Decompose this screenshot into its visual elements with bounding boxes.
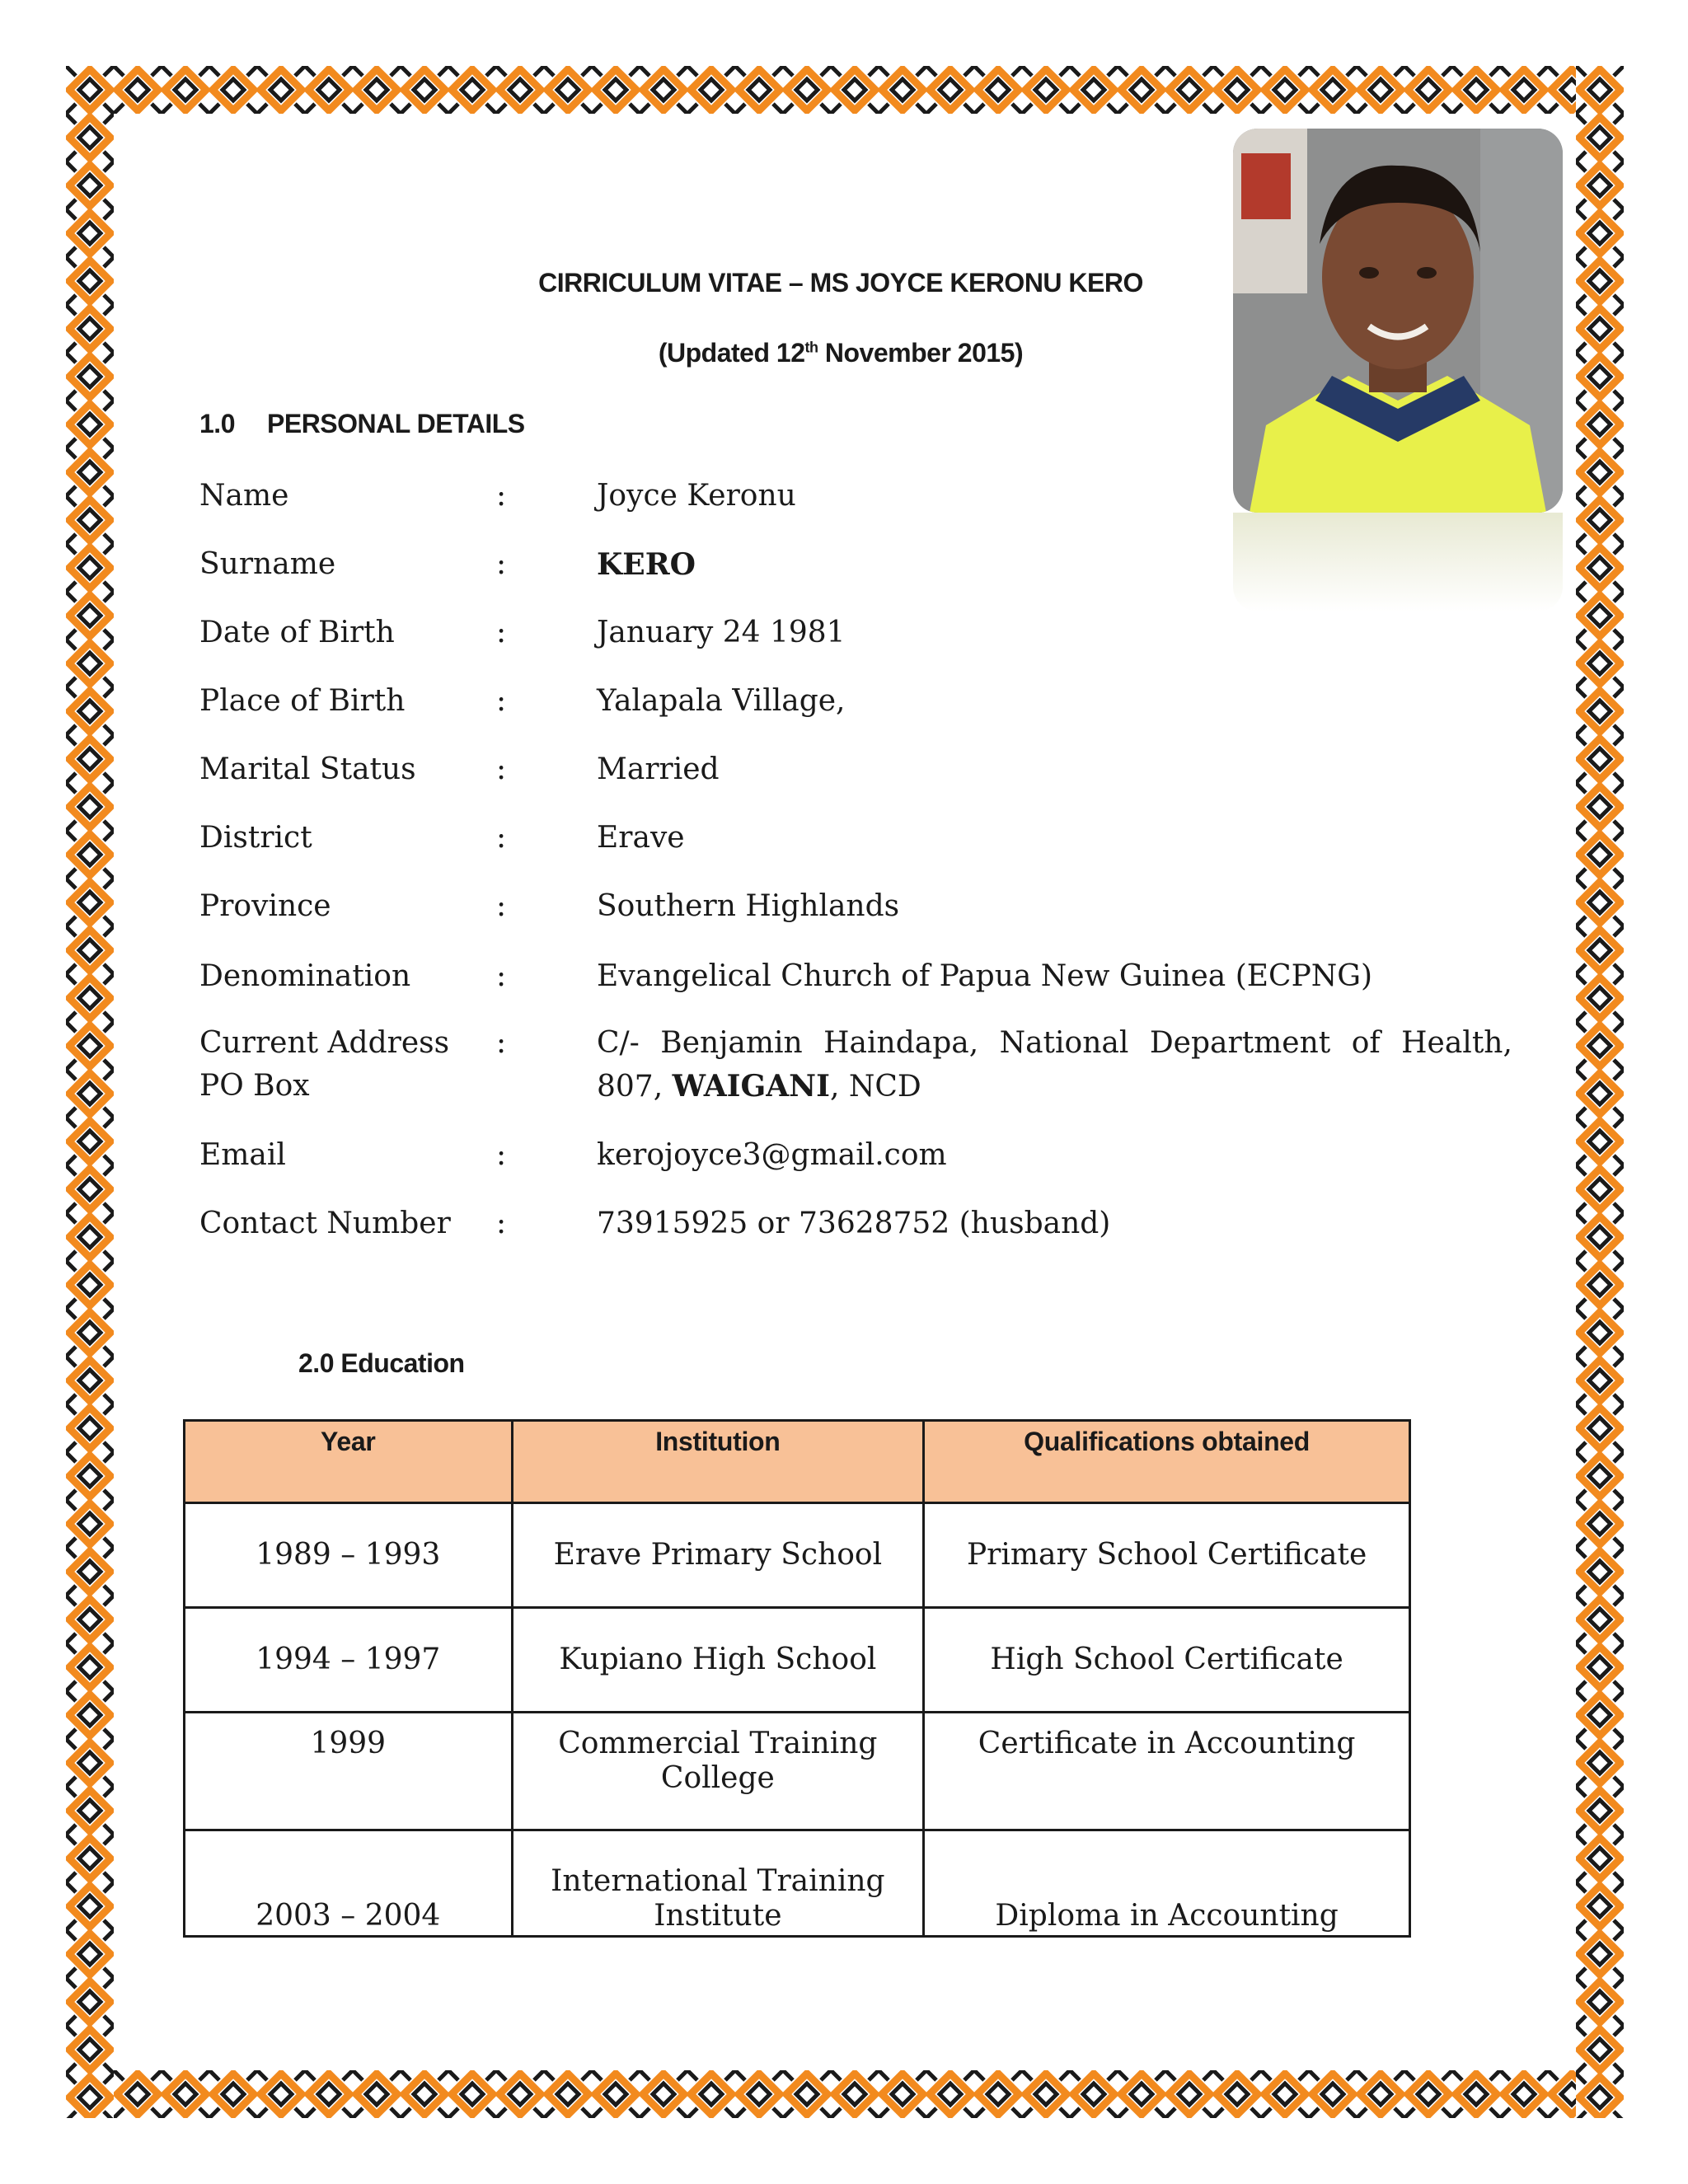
decorative-border-right	[1576, 66, 1624, 2118]
address-suburb: WAIGANI	[672, 1069, 830, 1104]
detail-colon: :	[496, 889, 507, 923]
section-heading-personal	[199, 409, 525, 439]
detail-colon: :	[496, 479, 507, 513]
column-header-institution: Institution	[512, 1421, 924, 1503]
decorative-border-bottom	[66, 2070, 1624, 2118]
email-value: kerojoyce3@gmail.com	[597, 1138, 947, 1172]
detail-value: January 24 1981	[597, 616, 846, 649]
column-header-year: Year	[185, 1421, 513, 1503]
detail-colon: :	[496, 684, 507, 718]
detail-value: Married	[597, 752, 720, 786]
detail-label-line2: PO Box	[199, 1069, 310, 1103]
cell-institution: Kupiano High School	[512, 1608, 924, 1713]
cell-year: 1994 – 1997	[185, 1608, 513, 1713]
updated-superscript: th	[804, 339, 818, 356]
cell-qualification: High School Certificate	[924, 1608, 1410, 1713]
detail-label: Surname	[199, 547, 336, 581]
cell-qualification: Primary School Certificate	[924, 1503, 1410, 1608]
detail-colon: :	[496, 547, 507, 581]
updated-suffix: November 2015)	[818, 338, 1024, 368]
detail-label: Date of Birth	[199, 616, 395, 649]
detail-colon: :	[496, 1138, 507, 1172]
cell-year: 1999	[185, 1713, 513, 1830]
portrait-photo	[1233, 129, 1563, 513]
cell-institution: International Training Institute	[512, 1830, 924, 1937]
table-header-row	[185, 1421, 1410, 1503]
address-city: , NCD	[829, 1070, 921, 1104]
cv-updated-date	[198, 338, 1484, 368]
detail-value: Yalapala Village,	[597, 684, 846, 718]
detail-colon: :	[496, 821, 507, 855]
detail-label: Place of Birth	[199, 684, 406, 718]
cell-qualification: Diploma in Accounting	[924, 1830, 1410, 1937]
detail-label: Denomination	[199, 959, 411, 993]
detail-value: Erave	[597, 821, 685, 855]
detail-label: Province	[199, 889, 331, 923]
detail-label: Name	[199, 479, 289, 513]
detail-value: Joyce Keronu	[597, 479, 796, 513]
detail-value: 73915925 or 73628752 (husband)	[597, 1207, 1111, 1240]
section-number: 1.0	[199, 409, 235, 438]
detail-value: Evangelical Church of Papua New Guinea (ECPNG)	[597, 959, 1373, 993]
section-heading-education: 2.0 Education	[298, 1348, 465, 1378]
cell-year: 2003 – 2004	[185, 1830, 513, 1937]
cell-year: 1989 – 1993	[185, 1503, 513, 1608]
detail-label: Email	[199, 1138, 286, 1172]
detail-value: Southern Highlands	[597, 889, 900, 923]
detail-value: C/- Benjamin Haindapa, National Department of Health,	[597, 1026, 1512, 1060]
table-row	[185, 1830, 1410, 1937]
table-row	[185, 1503, 1410, 1608]
detail-colon: :	[496, 959, 507, 993]
table-row	[185, 1713, 1410, 1830]
detail-colon: :	[496, 1026, 507, 1060]
column-header-qualification: Qualifications obtained	[924, 1421, 1410, 1503]
cell-institution: Erave Primary School	[512, 1503, 924, 1608]
detail-label: Marital Status	[199, 752, 416, 786]
detail-label: Contact Number	[199, 1207, 451, 1240]
detail-colon: :	[496, 752, 507, 786]
cell-institution: Commercial Training College	[512, 1713, 924, 1830]
section-title: PERSONAL DETAILS	[267, 409, 525, 438]
detail-value-line2	[597, 1065, 1528, 1108]
education-table	[183, 1419, 1411, 1938]
decorative-border-top	[66, 66, 1624, 114]
table-row	[185, 1608, 1410, 1713]
detail-label: Current Address	[199, 1026, 450, 1060]
cell-qualification: Certificate in Accounting	[924, 1713, 1410, 1830]
detail-colon: :	[496, 616, 507, 649]
updated-prefix: (Updated 12	[658, 338, 805, 368]
cv-title: CIRRICULUM VITAE – MS JOYCE KERONU KERO	[538, 268, 1143, 298]
decorative-border-left	[66, 66, 114, 2118]
detail-value: KERO	[597, 547, 696, 582]
detail-label: District	[199, 821, 312, 855]
detail-colon: :	[496, 1207, 507, 1240]
address-po-box: 807,	[597, 1070, 673, 1104]
